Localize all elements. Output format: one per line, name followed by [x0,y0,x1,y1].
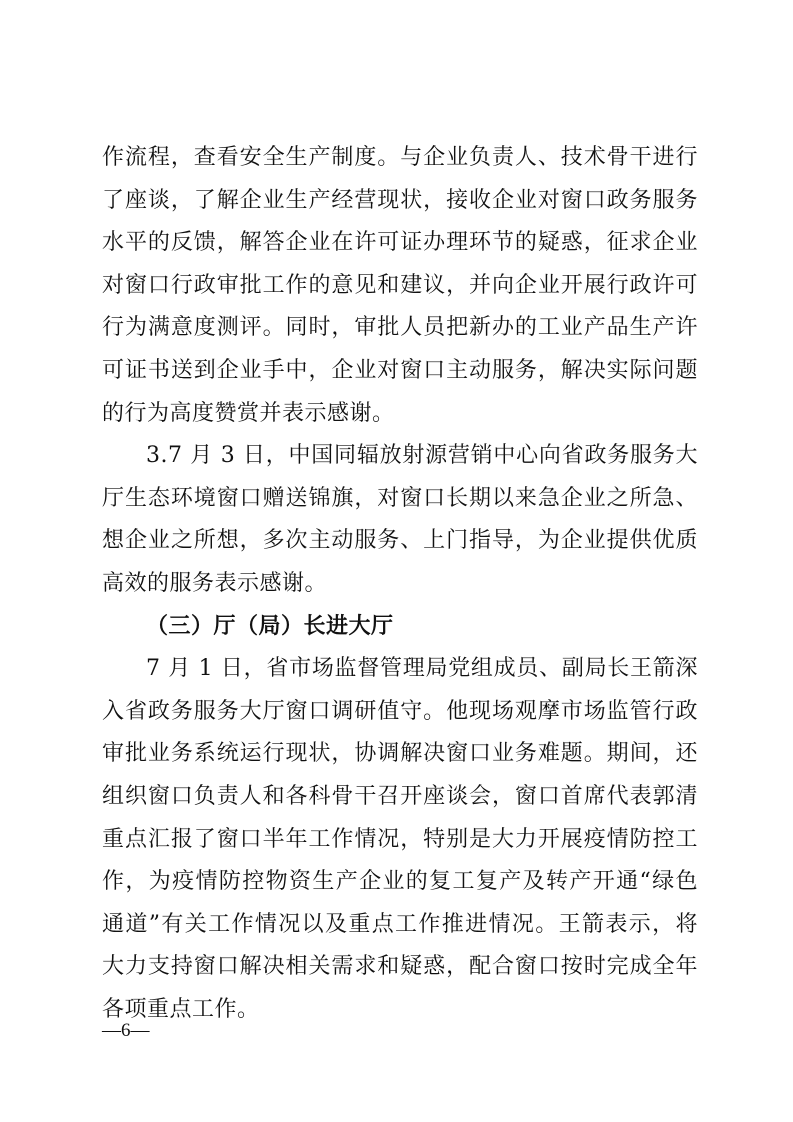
text-line: 作，为疫情防控物资生产企业的复工复产及转产开通“绿色 [102,869,698,895]
text-line: 可证书送到企业手中，企业对窗口主动服务，解决实际问题 [102,357,698,383]
section-heading-block [102,606,698,649]
text-line: 3.7 月 3 日，中国同辐放射源营销中心向省政务服务大 [146,443,698,469]
paragraph [102,435,698,605]
text-line: 入省政务服务大厅窗口调研值守。他现场观摩市场监管行政 [102,698,698,724]
text-line: 审批业务系统运行现状，协调解决窗口业务难题。期间，还 [102,741,698,767]
text-line: 水平的反馈，解答企业在许可证办理环节的疑惑，征求企业 [102,230,698,256]
text-line: 7 月 1 日，省市场监督管理局党组成员、副局长王箭深 [146,656,698,682]
text-line: 厅生态环境窗口赠送锦旗，对窗口长期以来急企业之所急、 [102,485,698,511]
text-line: 通道”有关工作情况以及重点工作推进情况。王箭表示，将 [102,911,698,937]
text-line: 对窗口行政审批工作的意见和建议，并向企业开展行政许可 [102,272,698,298]
paragraph [102,137,698,435]
text-line: 大力支持窗口解决相关需求和疑惑，配合窗口按时完成全年 [102,954,698,980]
text-line: 重点汇报了窗口半年工作情况，特别是大力开展疫情防控工 [102,826,698,852]
paragraph [102,648,698,1031]
page-number: —6— [102,1020,150,1041]
text-line: 作流程，查看安全生产制度。与企业负责人、技术骨干进行 [102,145,698,170]
text-line: 的行为高度赞赏并表示感谢。 [102,400,395,426]
text-line: 了座谈，了解企业生产经营现状，接收企业对窗口政务服务 [102,187,698,213]
text-line: 想企业之所想，多次主动服务、上门指导，为企业提供优质 [102,528,698,554]
text-line: 组织窗口负责人和各科骨干召开座谈会，窗口首席代表郭清 [102,783,698,809]
document-body [102,137,698,1031]
text-line: 各项重点工作。 [102,996,260,1022]
text-line: 高效的服务表示感谢。 [102,570,328,596]
text-line: 行为满意度测评。同时，审批人员把新办的工业产品生产许 [102,315,698,341]
section-heading: （三）厅（局）长进大厅 [146,613,394,639]
